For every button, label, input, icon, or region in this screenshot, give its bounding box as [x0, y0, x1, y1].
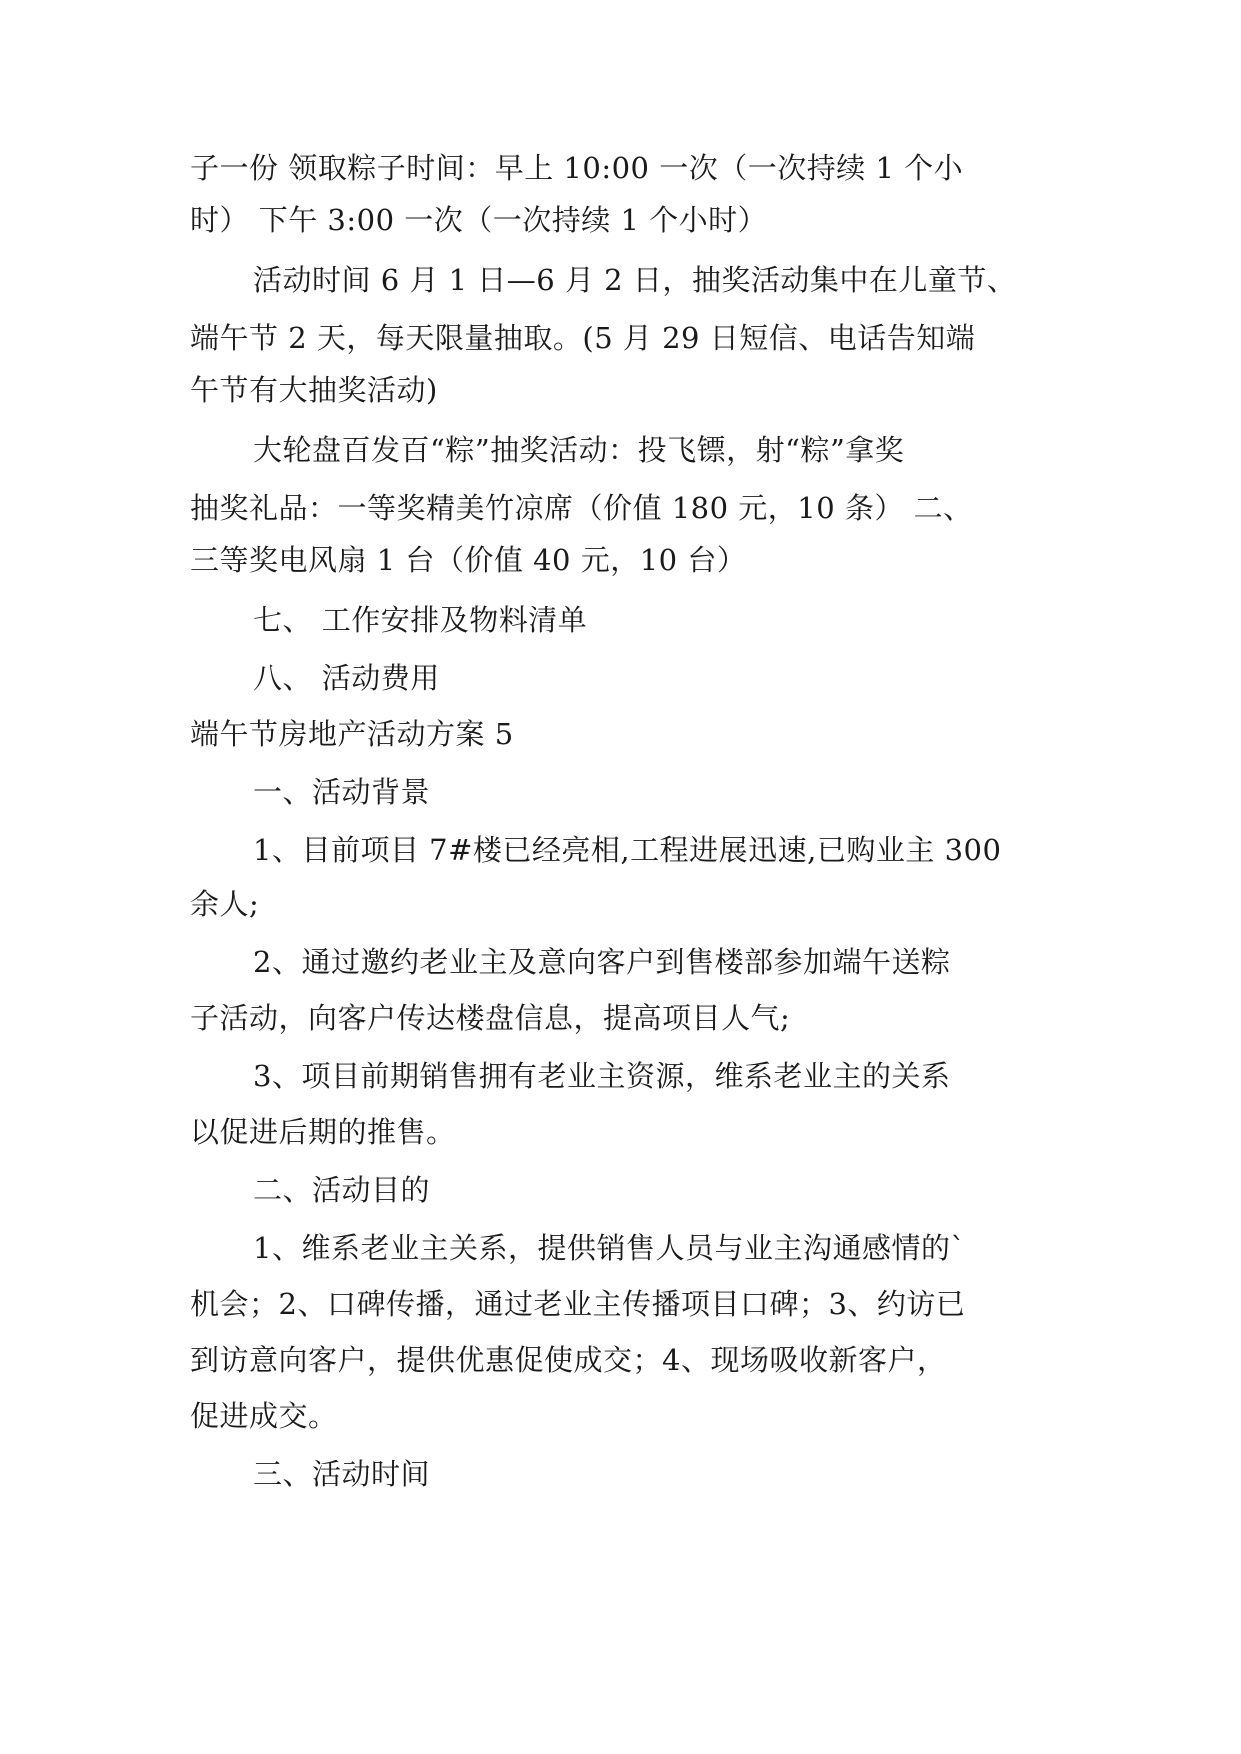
section-heading: 一、活动背景: [253, 775, 431, 809]
text-line: 活动时间 6 月 1 日—6 月 2 日，抽奖活动集中在儿童节、: [253, 263, 1017, 297]
text-line: 时） 下午 3:00 一次（一次持续 1 个小时）: [190, 203, 768, 237]
text-line: 机会；2、口碑传播，通过老业主传播项目口碑；3、约访已: [190, 1287, 966, 1321]
text-line: 大轮盘百发百“粽”抽奖活动：投飞镖，射“粽”拿奖: [253, 433, 905, 467]
text-line: 1、目前项目 7#楼已经亮相,工程进展迅速,已购业主 300: [253, 833, 1002, 867]
text-line: 2、通过邀约老业主及意向客户到售楼部参加端午送粽: [253, 945, 951, 979]
text-line: 子一份 领取粽子时间：早上 10:00 一次（一次持续 1 个小: [190, 151, 964, 185]
text-line: 午节有大抽奖活动): [190, 373, 438, 407]
text-line: 余人;: [190, 887, 260, 921]
section-heading: 二、活动目的: [253, 1173, 431, 1207]
section-heading: 七、 工作安排及物料清单: [253, 603, 588, 637]
text-line: 1、维系老业主关系，提供销售人员与业主沟通感情的`: [253, 1231, 966, 1265]
text-line: 子活动，向客户传达楼盘信息，提高项目人气;: [190, 1001, 791, 1035]
text-line: 端午节 2 天，每天限量抽取。(5 月 29 日短信、电话告知端: [190, 321, 976, 355]
text-line: 以促进后期的推售。: [190, 1115, 456, 1149]
section-heading: 三、活动时间: [253, 1457, 431, 1491]
document-title: 端午节房地产活动方案 5: [190, 717, 514, 751]
text-line: 3、项目前期销售拥有老业主资源，维系老业主的关系: [253, 1059, 951, 1093]
text-line: 到访意向客户，提供优惠促使成交；4、现场吸收新客户，: [190, 1343, 947, 1377]
text-line: 抽奖礼品：一等奖精美竹凉席（价值 180 元，10 条） 二、: [190, 491, 973, 525]
text-line: 促进成交。: [190, 1399, 338, 1433]
section-heading: 八、 活动费用: [253, 661, 440, 695]
text-line: 三等奖电风扇 1 台（价值 40 元，10 台）: [190, 543, 747, 577]
